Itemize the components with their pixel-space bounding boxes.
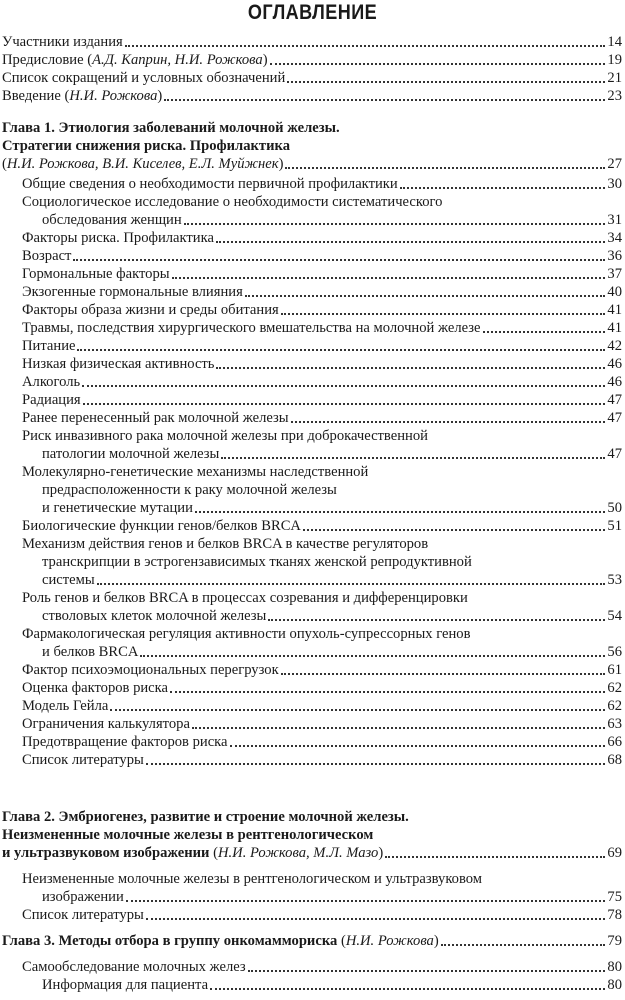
- chapter-title: Глава 2. Эмбриогенез, развитие и строение молочной железы.: [2, 809, 409, 825]
- chapter-2-heading: [2, 808, 622, 826]
- dot-leader: [172, 273, 606, 279]
- page-number: 78: [607, 907, 622, 923]
- page-number: 80: [607, 959, 622, 975]
- toc-entry-line: [22, 625, 622, 643]
- dot-leader: [281, 669, 606, 675]
- page-number: 63: [607, 716, 622, 732]
- page-number: 47: [607, 392, 622, 408]
- page-number: 27: [607, 156, 622, 172]
- dot-leader: [400, 183, 606, 189]
- chapter-title: Глава 3. Методы отбора в группу онкомаммориска: [2, 933, 338, 949]
- page-number: 80: [607, 977, 622, 993]
- entry-text: Самообследование молочных желез: [22, 959, 246, 975]
- toc-entry: [42, 976, 622, 994]
- entry-text: Биологические функции генов/белков BRCA: [22, 518, 301, 534]
- toc-entry: [22, 715, 622, 733]
- page-number: 46: [607, 356, 622, 372]
- page-number: 40: [607, 284, 622, 300]
- page-number: 66: [607, 734, 622, 750]
- chapter-authors: Н.И. Рожкова, М.Л. Мазо: [217, 845, 379, 861]
- entry-text: Ранее перенесенный рак молочной железы: [22, 410, 289, 426]
- toc-entry-line: [22, 463, 622, 481]
- toc-entry: [22, 355, 622, 373]
- chapter-title: Стратегии снижения риска. Профилактика: [2, 138, 290, 154]
- entry-text: Травмы, последствия хирургического вмешательства на молочной железе: [22, 320, 481, 336]
- page-number: 31: [607, 212, 622, 228]
- toc-entry: [22, 391, 622, 409]
- page-number: 36: [607, 248, 622, 264]
- dot-leader: [140, 651, 605, 657]
- toc-entry: [22, 661, 622, 679]
- entry-text: Список литературы: [22, 752, 144, 768]
- dot-leader: [97, 579, 606, 585]
- dot-leader: [216, 237, 605, 243]
- page-number: 56: [607, 644, 622, 660]
- dot-leader: [110, 705, 605, 711]
- chapter-1-heading: [2, 119, 622, 137]
- page-number: 23: [607, 88, 622, 104]
- dot-leader: [268, 615, 605, 621]
- page-number: 53: [607, 572, 622, 588]
- toc-entry-line: [42, 553, 622, 571]
- dot-leader: [248, 966, 606, 972]
- page-number: 47: [607, 410, 622, 426]
- page-number: 46: [607, 374, 622, 390]
- page-number: 61: [607, 662, 622, 678]
- entry-text: предрасположенности к раку молочной железы: [42, 482, 337, 498]
- dot-leader: [164, 95, 605, 101]
- toc-entry: [22, 517, 622, 535]
- toc-entry: [22, 175, 622, 193]
- entry-text: Список литературы: [22, 907, 144, 923]
- entry-text: Социологическое исследование о необходимости систематического: [22, 194, 443, 210]
- page-number: 19: [607, 52, 622, 68]
- toc-entry-line: [22, 193, 622, 211]
- chapter-2-heading: и ультразвуковом изображении (Н.И. Рожкова, М.Л. Мазо) 69: [2, 845, 622, 861]
- toc-entry-line: [42, 481, 622, 499]
- dot-leader: [281, 309, 606, 315]
- page-number: 41: [607, 302, 622, 318]
- toc-title: ОГЛАВЛЕНИЕ: [247, 1, 378, 24]
- dot-leader: [230, 741, 606, 747]
- dot-leader: [125, 41, 606, 47]
- toc-entry: [42, 499, 622, 517]
- entry-text: патологии молочной железы: [42, 446, 220, 462]
- chapter-title: Неизмененные молочные железы в рентгенологическом: [2, 827, 374, 843]
- dot-leader: [287, 77, 605, 83]
- entry-text: Фармакологическая регуляция активности опухоль-супрессорных генов: [22, 626, 471, 642]
- dot-leader: [270, 59, 606, 65]
- entry-text: Молекулярно-генетические механизмы наследственной: [22, 464, 369, 480]
- entry-text: и генетические мутации: [42, 500, 193, 516]
- page-number: 75: [607, 889, 622, 905]
- page-number: 42: [607, 338, 622, 354]
- entry-text: Информация для пациента: [42, 977, 209, 993]
- entry-text: Оценка факторов риска: [22, 680, 169, 696]
- toc-entry: [22, 337, 622, 355]
- toc-entry-line: [22, 589, 622, 607]
- entry-text: Участники издания: [2, 34, 123, 50]
- page-number: 41: [607, 320, 622, 336]
- toc-entry: [22, 229, 622, 247]
- entry-author: А.Д. Каприн, Н.И. Рожкова: [92, 52, 263, 68]
- dot-leader: [83, 399, 606, 405]
- entry-text: транскрипции в эстрогензависимых тканях женской репродуктивной: [42, 554, 472, 570]
- toc-entry: Предисловие (А.Д. Каприн, Н.И. Рожкова) 19: [2, 52, 622, 68]
- entry-text: и белков BRCA: [42, 644, 139, 660]
- page-number: 14: [607, 34, 622, 50]
- dot-leader: [285, 163, 605, 169]
- chapter-title: Глава 1. Этиология заболеваний молочной железы.: [2, 120, 340, 136]
- toc-entry: [22, 409, 622, 427]
- dot-leader: [126, 896, 606, 902]
- entry-text: Неизмененные молочные железы в рентгенологическом и ультразвуковом: [22, 871, 483, 887]
- entry-text: Модель Гейла: [22, 698, 109, 714]
- page-number: 47: [607, 446, 622, 462]
- entry-text: системы: [42, 572, 95, 588]
- page-number: 30: [607, 176, 622, 192]
- toc-entry-line: [22, 870, 622, 888]
- dot-leader: [483, 327, 606, 333]
- toc-entry: [42, 888, 622, 906]
- chapter-title: и ультразвуковом изображении: [2, 845, 210, 861]
- toc-entry: [22, 751, 622, 769]
- dot-leader: [195, 507, 606, 513]
- dot-leader: [385, 852, 605, 858]
- entry-text: Роль генов и белков BRCA в процессах созревания и дифференцировки: [22, 590, 468, 606]
- entry-text: Риск инвазивного рака молочной железы при доброкачественной: [22, 428, 428, 444]
- entry-text: стволовых клеток молочной железы: [42, 608, 267, 624]
- entry-text: Экзогенные гормональные влияния: [22, 284, 243, 300]
- page-number: 69: [607, 845, 622, 861]
- dot-leader: [441, 940, 606, 946]
- toc-entry: [42, 607, 622, 625]
- entry-text: Предисловие: [2, 52, 84, 68]
- entry-text: Факторы риска. Профилактика: [22, 230, 214, 246]
- dot-leader: [210, 984, 605, 990]
- page-number: 68: [607, 752, 622, 768]
- dot-leader: [73, 255, 605, 261]
- toc-entry: [22, 265, 622, 283]
- page-number: 54: [607, 608, 622, 624]
- entry-text: обследования женщин: [42, 212, 182, 228]
- toc-entry: [2, 33, 622, 51]
- entry-text: Фактор психоэмоциональных перегрузок: [22, 662, 279, 678]
- dot-leader: [77, 345, 605, 351]
- entry-text: Питание: [22, 338, 76, 354]
- entry-text: Возраст: [22, 248, 72, 264]
- dot-leader: [170, 687, 605, 693]
- entry-text: Алкоголь: [22, 374, 81, 390]
- dot-leader: [192, 723, 605, 729]
- page-number: 51: [607, 518, 622, 534]
- dot-leader: [82, 381, 605, 387]
- page-number: 62: [607, 680, 622, 696]
- toc-entry: [22, 247, 622, 265]
- toc-entry-line: [22, 427, 622, 445]
- dot-leader: [146, 759, 606, 765]
- page-number: 62: [607, 698, 622, 714]
- toc-entry: [42, 643, 622, 661]
- dot-leader: [216, 363, 605, 369]
- toc-entry: [2, 69, 622, 87]
- dot-leader: [291, 417, 606, 423]
- entry-text: Введение: [2, 88, 61, 104]
- entry-text: Гормональные факторы: [22, 266, 170, 282]
- entry-text: Ограничения калькулятора: [22, 716, 190, 732]
- toc-entry: [22, 679, 622, 697]
- dot-leader: [146, 914, 606, 920]
- dot-leader: [303, 525, 605, 531]
- toc-entry: [42, 445, 622, 463]
- chapter-1-heading: [2, 137, 622, 155]
- page-number: 50: [607, 500, 622, 516]
- dot-leader: [221, 453, 605, 459]
- toc-entry: [22, 319, 622, 337]
- page-number: 34: [607, 230, 622, 246]
- toc-entry: [22, 301, 622, 319]
- toc-entry: [22, 283, 622, 301]
- dot-leader: [245, 291, 606, 297]
- chapter-3-heading: Глава 3. Методы отбора в группу онкомаммориска (Н.И. Рожкова) 79: [2, 933, 622, 949]
- toc-entry: [22, 733, 622, 751]
- entry-text: Факторы образа жизни и среды обитания: [22, 302, 279, 318]
- chapter-authors: Н.И. Рожкова: [345, 933, 434, 949]
- toc-entry-line: [22, 535, 622, 553]
- toc-entry: [22, 373, 622, 391]
- toc-entry: [22, 697, 622, 715]
- entry-text: Механизм действия генов и белков BRCA в качестве регуляторов: [22, 536, 429, 552]
- chapter-2-heading: [2, 826, 622, 844]
- entry-author: Н.И. Рожкова: [69, 88, 158, 104]
- page-number: 37: [607, 266, 622, 282]
- toc-entry: [22, 906, 622, 924]
- entry-text: Список сокращений и условных обозначений: [2, 70, 286, 86]
- entry-text: Общие сведения о необходимости первичной профилактики: [22, 176, 398, 192]
- toc-entry: Введение (Н.И. Рожкова) 23: [2, 88, 622, 104]
- entry-text: Радиация: [22, 392, 81, 408]
- entry-text: Низкая физическая активность: [22, 356, 215, 372]
- chapter-authors: Н.И. Рожкова, В.И. Киселев, Е.Л. Муйжнек: [6, 156, 279, 172]
- page-number: 79: [607, 933, 622, 949]
- dot-leader: [184, 219, 606, 225]
- entry-text: изображении: [42, 889, 124, 905]
- chapter-1-authors: (Н.И. Рожкова, В.И. Киселев, Е.Л. Муйжнек) 27: [2, 156, 622, 172]
- entry-text: Предотвращение факторов риска: [22, 734, 228, 750]
- toc-entry: [42, 571, 622, 589]
- toc-entry: [42, 211, 622, 229]
- page-number: 21: [607, 70, 622, 86]
- toc-entry: [22, 958, 622, 976]
